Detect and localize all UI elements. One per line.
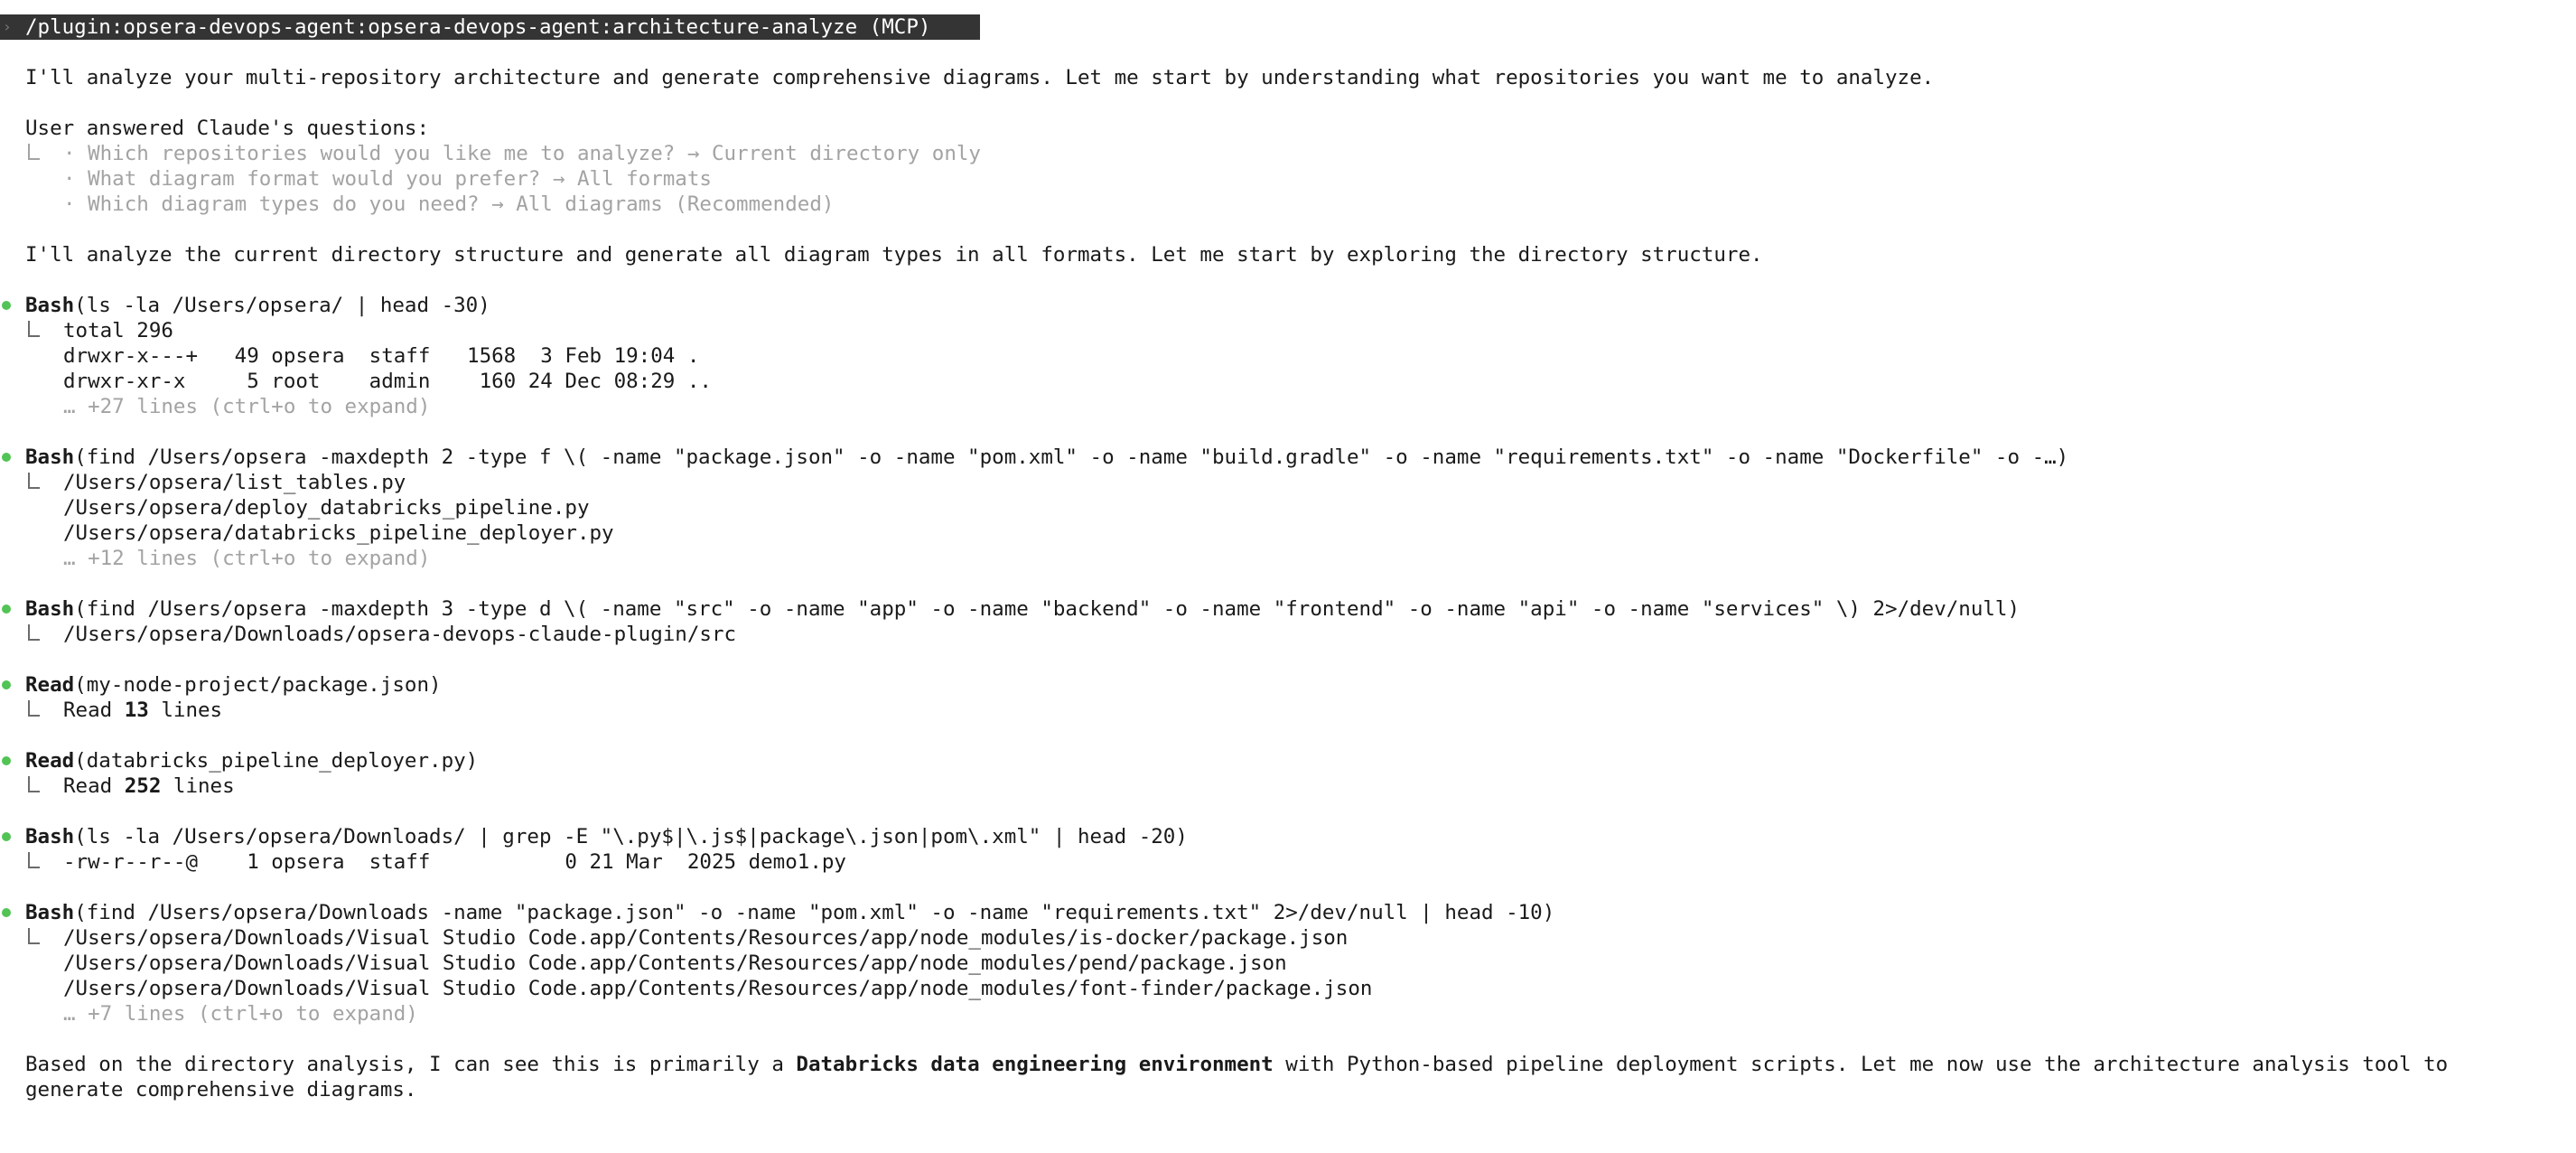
tool-output-line: total 296 xyxy=(0,318,49,343)
tool-name: Bash xyxy=(25,825,75,848)
tool-call-header[interactable] xyxy=(0,445,2069,470)
line-count: 13 xyxy=(124,698,149,722)
assistant-message-conclusion-cont: generate comprehensive diagrams. xyxy=(25,1078,417,1101)
tool-name: Read xyxy=(25,749,75,773)
tool-output-line: /Users/opsera/list_tables.py xyxy=(0,470,49,495)
status-dot-icon xyxy=(2,301,11,310)
tree-elbow-icon xyxy=(28,928,40,944)
status-dot-icon xyxy=(2,832,11,841)
tool-args: (find /Users/opsera -maxdepth 3 -type d \( -name "src" -o -name "app" -o -name "backend" -o -name "frontend" -o -name "api" -o -name "services" \) 2>/dev/null) xyxy=(74,597,2021,621)
tree-elbow-icon xyxy=(28,624,40,641)
tree-elbow-icon xyxy=(28,852,40,868)
tool-args: (find /Users/opsera -maxdepth 2 -type f \( -name "package.json" -o -name "pom.xml" -o -name "build.gradle" -o -name "requirements.txt" -o -name "Dockerfile" -o -…) xyxy=(74,445,2069,469)
tool-args: (find /Users/opsera/Downloads -name "package.json" -o -name "pom.xml" -o -name "requirements.txt" 2>/dev/null | head -10) xyxy=(74,901,1555,924)
tool-output-line: drwxr-xr-x 5 root admin 160 24 Dec 08:29 .. xyxy=(63,370,712,393)
tool-call-header[interactable] xyxy=(0,748,479,773)
qa-item: · Which repositories would you like me to analyze? → Current directory only xyxy=(0,141,49,166)
tool-call-header[interactable] xyxy=(0,293,490,318)
qa-heading: User answered Claude's questions: xyxy=(25,117,430,140)
tool-name: Bash xyxy=(25,901,75,924)
tool-call-header[interactable] xyxy=(0,672,442,698)
tree-elbow-icon xyxy=(28,321,40,337)
slash-command-text: /plugin:opsera-devops-agent:opsera-devops-agent:architecture-analyze (MCP) xyxy=(25,15,931,39)
status-dot-icon xyxy=(2,908,11,917)
assistant-message-conclusion: Based on the directory analysis, I can see this is primarily a Databricks data engineering environment with Python-based pipeline deployment scripts. Let me now use the architecture analysis tool to xyxy=(25,1053,2449,1076)
tool-output-line: /Users/opsera/Downloads/Visual Studio Code.app/Contents/Resources/app/node_modules/pend/package.json xyxy=(63,951,1287,975)
expand-hint[interactable]: … +7 lines (ctrl+o to expand) xyxy=(63,1002,418,1026)
tree-elbow-icon xyxy=(28,473,40,489)
tool-output-line: /Users/opsera/Downloads/Visual Studio Code.app/Contents/Resources/app/node_modules/is-docker/package.json xyxy=(0,925,49,951)
tool-name: Bash xyxy=(25,597,75,621)
highlighted-phrase: Databricks data engineering environment xyxy=(796,1053,1274,1076)
tool-args: (my-node-project/package.json) xyxy=(74,673,442,697)
status-dot-icon xyxy=(2,680,11,689)
tool-output-line: /Users/opsera/Downloads/Visual Studio Code.app/Contents/Resources/app/node_modules/font-finder/package.json xyxy=(63,977,1373,1000)
assistant-message-plan: I'll analyze the current directory structure and generate all diagram types in all formats. Let me start by exploring the directory structure. xyxy=(25,243,1763,267)
command-bar xyxy=(0,14,980,40)
tool-args: (ls -la /Users/opsera/Downloads/ | grep -E "\.py$|\.js$|package\.json|pom\.xml" | head -20) xyxy=(74,825,1188,848)
tool-output-line: -rw-r--r--@ 1 opsera staff 0 21 Mar 2025 demo1.py xyxy=(0,849,49,875)
assistant-message-intro: I'll analyze your multi-repository architecture and generate comprehensive diagrams. Let me start by understanding what repositories you want me to analyze. xyxy=(25,66,1935,89)
qa-item: · What diagram format would you prefer? → All formats xyxy=(63,167,712,191)
status-dot-icon xyxy=(2,453,11,462)
tool-call-header[interactable] xyxy=(0,596,2021,622)
tool-args: (databricks_pipeline_deployer.py) xyxy=(74,749,479,773)
tree-elbow-icon xyxy=(28,700,40,717)
tool-args: (ls -la /Users/opsera/ | head -30) xyxy=(74,294,490,317)
tool-name: Read xyxy=(25,673,75,697)
tree-elbow-icon xyxy=(28,144,40,160)
tool-output-line: Read 252 lines xyxy=(0,773,49,799)
tree-elbow-icon xyxy=(28,776,40,792)
qa-item: · Which diagram types do you need? → All diagrams (Recommended) xyxy=(63,192,835,216)
tool-output-line: /Users/opsera/deploy_databricks_pipeline.py xyxy=(63,496,590,520)
status-dot-icon xyxy=(2,605,11,614)
tool-output-line: /Users/opsera/Downloads/opsera-devops-claude-plugin/src xyxy=(0,622,49,647)
tool-output-line: /Users/opsera/databricks_pipeline_deployer.py xyxy=(63,521,614,545)
tool-name: Bash xyxy=(25,445,75,469)
expand-hint[interactable]: … +12 lines (ctrl+o to expand) xyxy=(63,547,431,570)
tool-call-header[interactable] xyxy=(0,824,1188,849)
tool-output-line: drwxr-x---+ 49 opsera staff 1568 3 Feb 19:04 . xyxy=(63,344,700,368)
status-dot-icon xyxy=(2,756,11,765)
tool-name: Bash xyxy=(25,294,75,317)
prompt-chevron-icon: › xyxy=(3,18,12,35)
tool-output-line: Read 13 lines xyxy=(0,698,49,723)
line-count: 252 xyxy=(124,774,162,798)
tool-call-header[interactable] xyxy=(0,900,1555,925)
expand-hint[interactable]: … +27 lines (ctrl+o to expand) xyxy=(63,395,431,418)
